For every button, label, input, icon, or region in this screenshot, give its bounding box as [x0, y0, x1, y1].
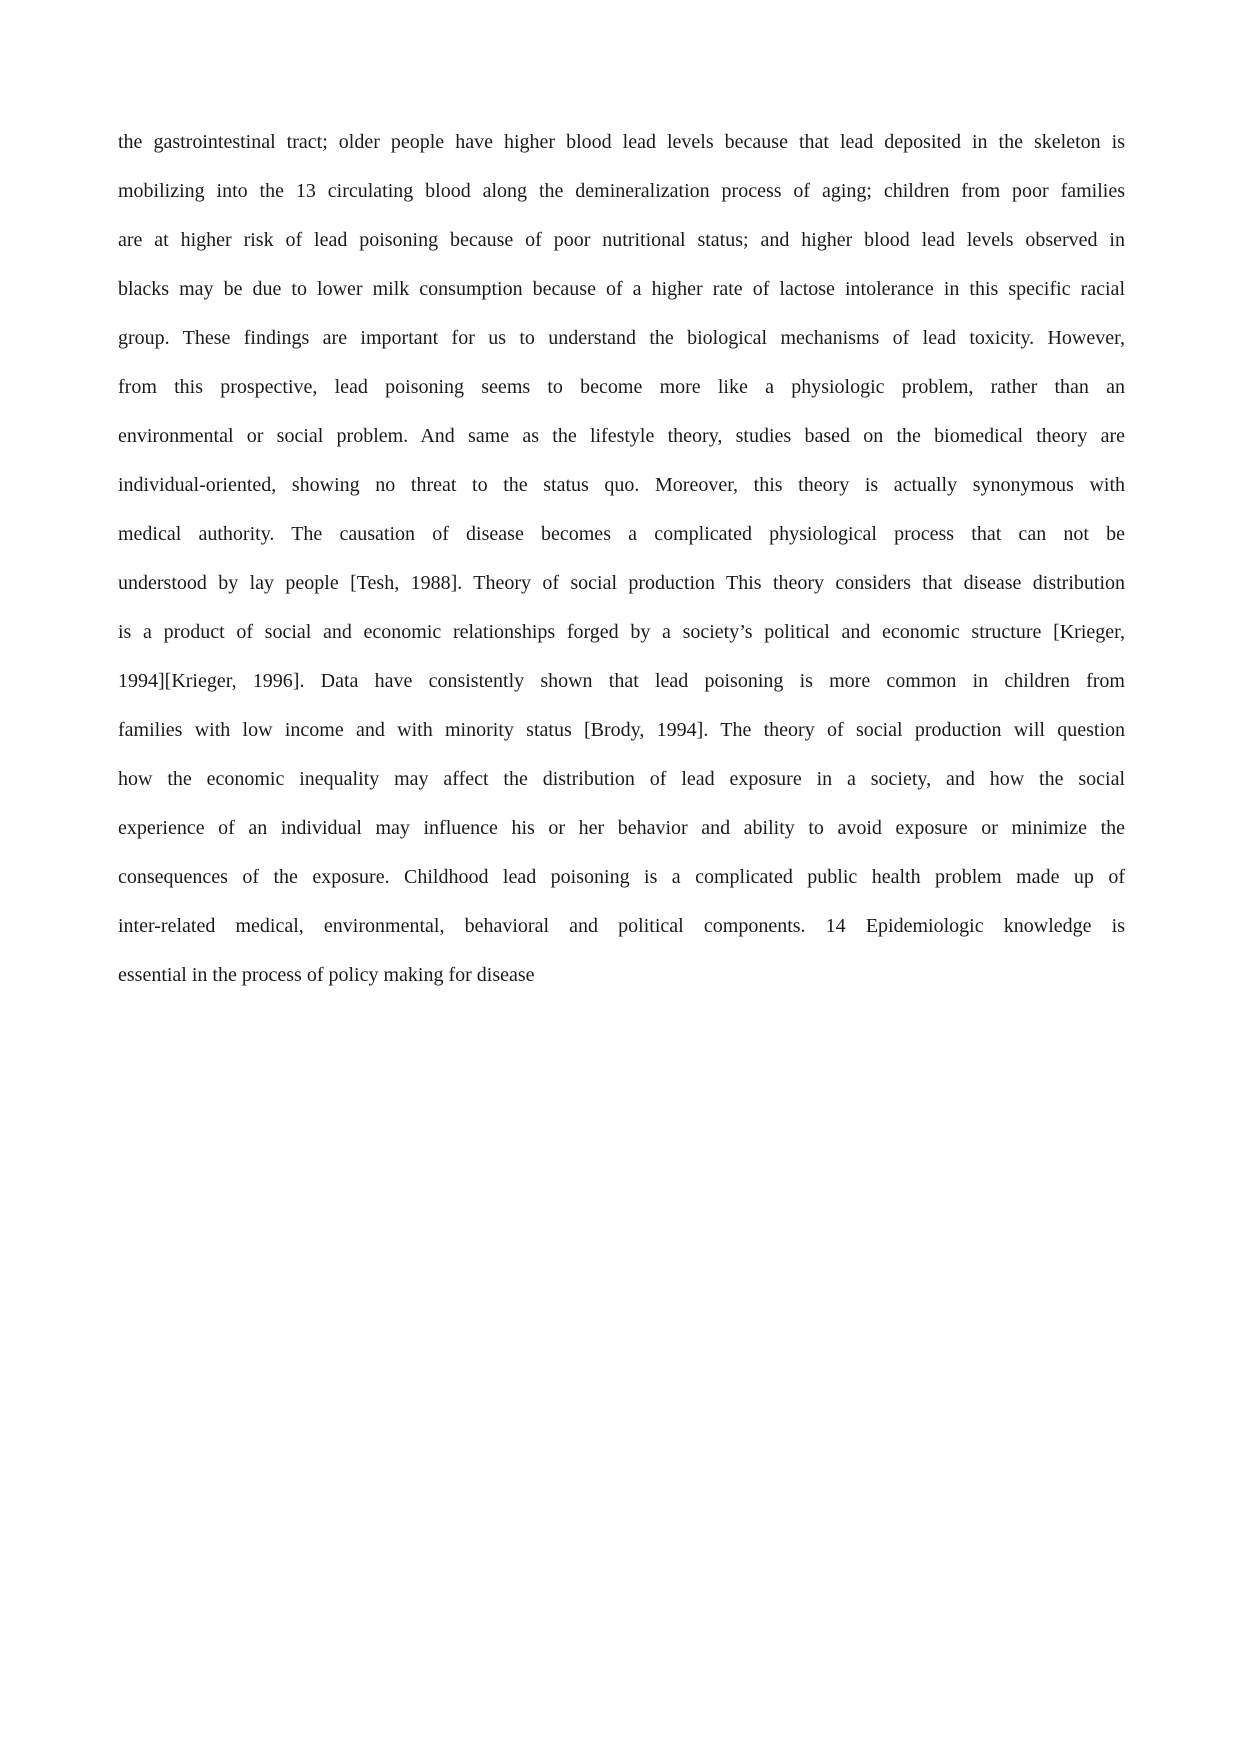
- text-line: environmental or social problem. And same as the lifestyle theory, studies based on the biomedical theory are: [118, 425, 1125, 447]
- text-line: inter-related medical, environmental, behavioral and political components. 14 Epidemiologic knowledge is: [118, 915, 1125, 937]
- text-line: consequences of the exposure. Childhood lead poisoning is a complicated public health problem made up of: [118, 866, 1125, 888]
- text-line: experience of an individual may influence his or her behavior and ability to avoid exposure or minimize the: [118, 817, 1125, 839]
- text-line: blacks may be due to lower milk consumption because of a higher rate of lactose intolerance in this specific racial: [118, 278, 1125, 300]
- text-line: from this prospective, lead poisoning seems to become more like a physiologic problem, rather than an: [118, 376, 1125, 398]
- text-line: group. These findings are important for us to understand the biological mechanisms of lead toxicity. However,: [118, 327, 1125, 349]
- text-line: understood by lay people [Tesh, 1988]. Theory of social production This theory considers that disease distribution: [118, 572, 1125, 594]
- text-line: are at higher risk of lead poisoning because of poor nutritional status; and higher blood lead levels observed in: [118, 229, 1125, 251]
- text-line: how the economic inequality may affect the distribution of lead exposure in a society, and how the social: [118, 768, 1125, 790]
- text-line: 1994][Krieger, 1996]. Data have consistently shown that lead poisoning is more common in children from: [118, 670, 1125, 692]
- text-line: individual-oriented, showing no threat to the status quo. Moreover, this theory is actually synonymous with: [118, 474, 1125, 496]
- text-line: families with low income and with minority status [Brody, 1994]. The theory of social production will question: [118, 719, 1125, 741]
- text-line: essential in the process of policy making for disease: [118, 964, 535, 986]
- text-line: the gastrointestinal tract; older people have higher blood lead levels because that lead deposited in the skeleton is: [118, 131, 1125, 153]
- text-line: medical authority. The causation of disease becomes a complicated physiological process that can not be: [118, 523, 1125, 545]
- text-line: mobilizing into the 13 circulating blood along the demineralization process of aging; children from poor families: [118, 180, 1125, 202]
- text-line: is a product of social and economic relationships forged by a society’s political and economic structure [Krieger,: [118, 621, 1125, 643]
- body-paragraph: [118, 118, 1125, 1000]
